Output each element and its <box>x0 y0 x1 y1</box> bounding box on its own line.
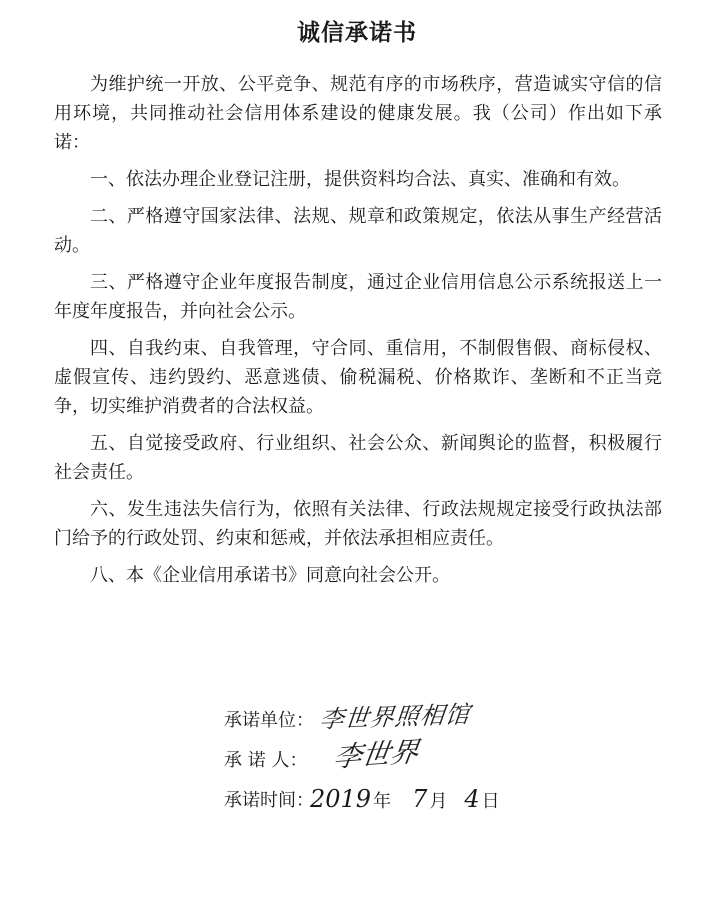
commitment-5: 五、自觉接受政府、行业组织、社会公众、新闻舆论的监督，积极履行社会责任。 <box>54 433 662 483</box>
intro-paragraph: 为维护统一开放、公平竞争、规范有序的市场秩序，营造诚实守信的信用环境，共同推动社会信用体系建设的健康发展。我（公司）作出如下承诺： <box>54 74 662 153</box>
commitment-3: 三、严格遵守企业年度报告制度，通过企业信用信息公示系统报送上一年度年度报告，并向社会公示。 <box>54 272 662 322</box>
person-handwritten-signature: 李世界 <box>331 735 421 774</box>
handwritten-date <box>310 782 502 819</box>
document-title: 诚信承诺书 <box>297 20 417 46</box>
commitment-6: 六、发生违法失信行为，依照有关法律、行政法规规定接受行政执法部门给予的行政处罚、约束和惩戒，并依法承担相应责任。 <box>54 499 662 549</box>
signature-unit-row <box>224 700 684 738</box>
person-label: 承 诺 人： <box>224 750 308 771</box>
commitment-2: 二、严格遵守国家法律、法规、规章和政策规定，依法从事生产经营活动。 <box>54 206 662 256</box>
unit-label: 承诺单位： <box>224 710 314 731</box>
commitment-4: 四、自我约束、自我管理，守合同、重信用，不制假售假、商标侵权、虚假宣传、违约毁约、恶意逃债、偷税漏税、价格欺诈、垄断和不正当竞争，切实维护消费者的合法权益。 <box>54 338 662 417</box>
date-year: 2019 <box>310 785 372 813</box>
date-year-unit: 年 <box>373 791 392 812</box>
document-body <box>54 70 662 598</box>
date-day-unit: 日 <box>481 791 500 812</box>
date-month: 7 <box>412 785 428 813</box>
signature-date-row <box>224 784 684 818</box>
commitment-1: 一、依法办理企业登记注册，提供资料均合法、真实、准确和有效。 <box>90 169 630 190</box>
signature-block <box>224 700 684 824</box>
signature-person-row <box>224 735 684 778</box>
date-month-unit: 月 <box>429 791 448 812</box>
commitment-8: 八、本《企业信用承诺书》同意向社会公开。 <box>90 565 450 586</box>
date-day: 4 <box>464 785 480 813</box>
unit-handwritten-signature: 李世界照相馆 <box>318 700 472 734</box>
date-label: 承诺时间： <box>224 790 314 811</box>
